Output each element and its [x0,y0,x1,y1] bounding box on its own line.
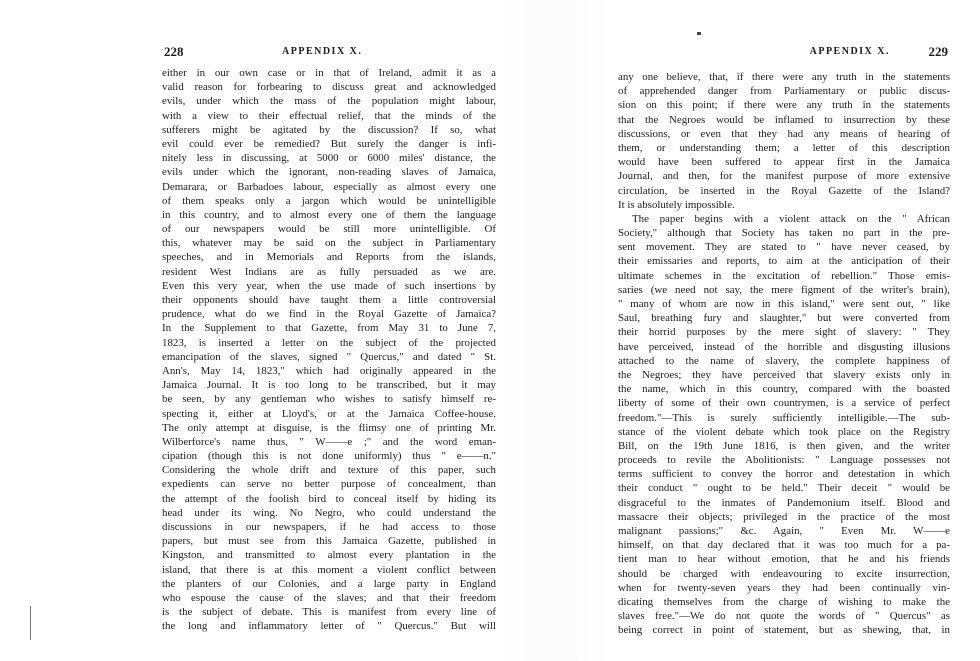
text-line: freedom."—This is surely sufficiently intelligible.—The sub- [618,411,950,424]
text-line: speeches, and in Memorials and Reports from the islands, [162,251,496,264]
right-running-head: APPENDIX X. [809,46,890,57]
text-line: island, that there is at this moment a violent conflict between [162,563,496,576]
left-page [150,0,500,661]
text-line: head under its wing. No Negro, who could understand the [162,506,496,519]
text-line: this, whatever may be said on the subject in Parliamentary [162,237,496,250]
text-line: sent movement. They are stated to " have never ceased, by [618,241,950,254]
text-line: Jamaica Journal. It is too long to be transcribed, but it may [162,379,496,392]
text-line: being correct in point of statement, but as shewing, that, in [618,624,950,637]
text-line: in this country, and to almost every one of them the language [162,208,496,221]
text-line: their emissaries and reports, to aim at the anticipation of their [618,255,950,268]
text-line: the planters of our Colonies, and a large party in England [162,577,496,590]
text-line: malignant passions;" &c. Again, " Even Mr. W——e [618,525,950,537]
text-line: Wilberforce's name thus, " W——e ;" and the word eman- [162,435,496,448]
text-line: of apprehended danger from Parliamentary or public discus- [618,85,950,98]
right-page [610,0,950,661]
text-line: discussions, or even that they had any means of hearing of [618,127,950,140]
text-line: prudence, what do we find in the Royal Gazette of Jamaica? [162,308,496,321]
text-line: sufferers might be agitated by the discussion? If so, what [162,123,496,136]
text-line: saries (we need not say, the mere figment of the writer's brain), [618,283,950,296]
text-line: Journal, and then, for the manifest purpose of more extensive [618,170,950,183]
text-line: emancipation of the slaves, signed " Quercus," and dated " St. [162,350,496,363]
right-page-number: 229 [928,44,948,59]
left-page-number: 228 [164,44,184,59]
text-line: Saul, breathing fury and slaughter," but were converted from [618,312,950,325]
text-line: of them speaks only a jargon which would be unintelligible [162,194,496,207]
left-running-head: APPENDIX X. [282,46,363,57]
text-line: " many of whom are now in this island," were sent out, " like [618,298,950,310]
right-page-text [618,70,950,638]
text-line: have perceived, instead of the horrible and disgusting illusions [618,340,950,353]
text-line: is the subject of debate. This is manifest from every line of [162,606,496,619]
text-line: that the Negroes would be inflamed to insurrection by these [618,113,950,126]
left-page-text [162,66,496,634]
text-line: discussions in our newspapers, if he had access to those [162,521,496,533]
text-line: with a view to their effectual relief, that the minds of the [162,109,496,122]
text-line: slaves free."—We do not quote the words of " Quercus" as [618,610,950,623]
text-line: massacre their objects; privileged in the practice of the most [618,510,950,523]
text-line: cipation (though this is not done uniformly) thus " e——n." [162,450,496,463]
text-line: papers, but must see from this Jamaica Gazette, published in [162,535,496,548]
text-line: when for twenty-seven years they had been continually vin- [618,581,950,594]
text-line: either in our own case or in that of Ireland, admit it as a [162,67,496,79]
text-line: It is absolutely impossible. [618,198,735,211]
text-line: expedients can serve no better purpose of concealment, than [162,478,496,491]
text-line: their horrid purposes by the mere sight of slavery: " They [618,326,950,339]
text-line: Demarara, or Barbadoes labour, especially as almost every one [162,180,496,193]
text-line: 1823, is inserted a letter on the subject of the projected [162,336,496,349]
text-line: of our newspapers would be still more unintelligible. Of [162,223,496,236]
text-line: them, or understanding them; a letter of this description [618,141,950,154]
text-line: Society," although that Society has taken no part in the pre- [618,227,950,240]
text-line: Ann's, May 14, 1823," which had originally appeared in the [162,364,496,377]
text-line: In the Supplement to that Gazette, from May 31 to June 7, [162,322,496,335]
text-line: Even this very year, when the use made of such insertions by [162,279,496,292]
text-line: specting it, either at Lloyd's, or at the Jamaica Coffee-house. [162,407,496,420]
text-line: disgraceful to the inmates of Pandemonium itself. Blood and [618,496,950,509]
text-line: sion on this point; if there were any truth in the statements [618,99,950,112]
text-line: evils, under which the mass of the population might labour, [162,95,496,108]
text-line: circulation, be inserted in the Royal Gazette of the Island? [618,184,950,197]
text-line: dicating themselves from the charge of wishing to make the [618,595,950,608]
text-line: any one believe, that, if there were any truth in the statements [618,71,950,83]
text-line: the name, which in this country, compared with the boasted [618,383,950,396]
text-line: resident West Indians are as fully persuaded as we are. [162,265,496,278]
text-line: proceeds to revile the Abolitionists: " Language possesses not [618,454,950,467]
text-line: evil could ever be remedied? But surely the danger is infi- [162,137,496,150]
text-line: their opponents should have taught them a little controversial [162,294,496,306]
right-page-header [610,44,950,60]
text-line: the long and inflammatory letter of " Quercus." But will [162,620,496,633]
text-line: The only attempt at disguise, is the flimsy one of printing Mr. [162,421,496,434]
text-line: terms sufficient to convey the horror and detestation in which [618,468,950,481]
text-line: himself, on that day declared that it was too much for a pa- [618,539,950,552]
text-line: attached to the name of slavery, the complete happiness of [618,354,950,367]
left-page-header [150,44,500,60]
text-line: who espouse the cause of the slaves; and that their freedom [162,591,496,604]
text-line: ultimate schemes in the excitation of rebellion." Those emis- [618,269,950,282]
text-line: be seen, by any gentleman who wishes to satisfy himself re- [162,393,496,406]
text-line: would have been suffered to appear first in the Jamaica [618,156,950,169]
text-line: should be charged with endeavouring to excite insurrection, [618,567,950,580]
text-line: liberty of some of their own countrymen, is a service of perfect [618,397,950,410]
text-line: Bill, on the 19th June 1816, is then given, and the writer [618,439,950,452]
text-line: Considering the whole drift and texture of this paper, such [162,464,496,477]
text-line: nitely less in discussing, at 5000 or 6000 miles' distance, the [162,152,496,165]
text-line: Kingston, and transmitted to almost every plantation in the [162,549,496,562]
margin-pencil-mark [30,606,35,640]
text-line: The paper begins with a violent attack on the " African [632,212,950,225]
text-line: the attempt of the foolish bird to conceal itself by hiding its [162,492,496,505]
text-line: stance of the violent debate which took place on the Registry [618,425,950,438]
text-line: valid reason for forbearing to discuss great and acknowledged [162,81,496,94]
book-gutter [500,0,610,661]
text-line: the Negroes; they have perceived that slavery exists only in [618,368,950,381]
text-line: their conduct " ought to be held." Their deceit " would be [618,482,950,495]
text-line: tient man to hear without emotion, that he and his friends [618,553,950,566]
text-line: evils under which the ignorant, non-reading slaves of Jamaica, [162,166,496,179]
